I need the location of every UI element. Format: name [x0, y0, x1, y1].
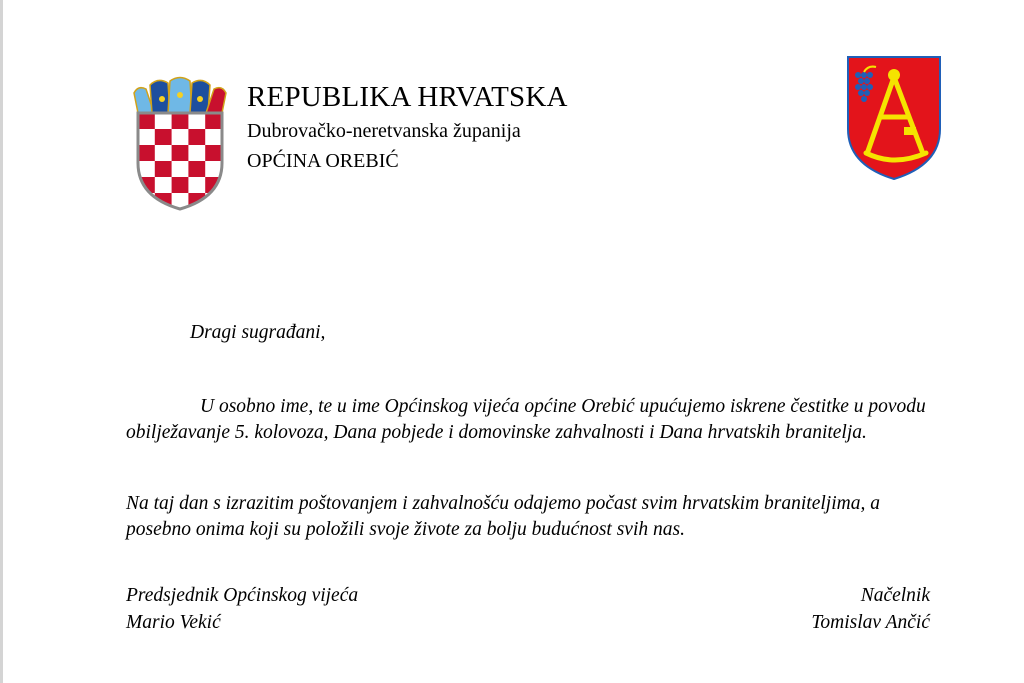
- signature-role: Predsjednik Općinskog vijeća: [126, 585, 359, 606]
- letterhead: [247, 80, 568, 174]
- page-edge: [0, 0, 3, 683]
- signature-council-president: [126, 582, 358, 636]
- signature-role: Načelnik: [860, 585, 930, 606]
- county-name: Dubrovačko-neretvanska županija: [247, 120, 521, 142]
- orebic-coat-of-arms-icon: [846, 55, 942, 181]
- greeting: Dragi sugrađani,: [190, 322, 326, 343]
- signature-name: Mario Vekić: [126, 612, 221, 633]
- paragraph-congratulations: U osobno ime, te u ime Općinskog vijeća općine Orebić upućujemo iskrene čestitke u povodu obilježavanje 5. kolovoza, Dana pobjede i domovinske zahvalnosti i Dana hrvatskih branitelja.: [126, 396, 926, 443]
- paragraph-tribute: Na taj dan s izrazitim poštovanjem i zahvalnošću odajemo počast svim hrvatskim braniteljima, a posebno onima koji su položili svoje živote za bolju budućnost svih nas.: [126, 493, 880, 540]
- signature-name: Tomislav Ančić: [811, 612, 930, 633]
- signature-mayor: [811, 582, 930, 636]
- country-title: REPUBLIKA HRVATSKA: [247, 81, 568, 113]
- croatian-coat-of-arms-icon: [124, 75, 236, 213]
- municipality-name: OPĆINA OREBIĆ: [247, 150, 399, 172]
